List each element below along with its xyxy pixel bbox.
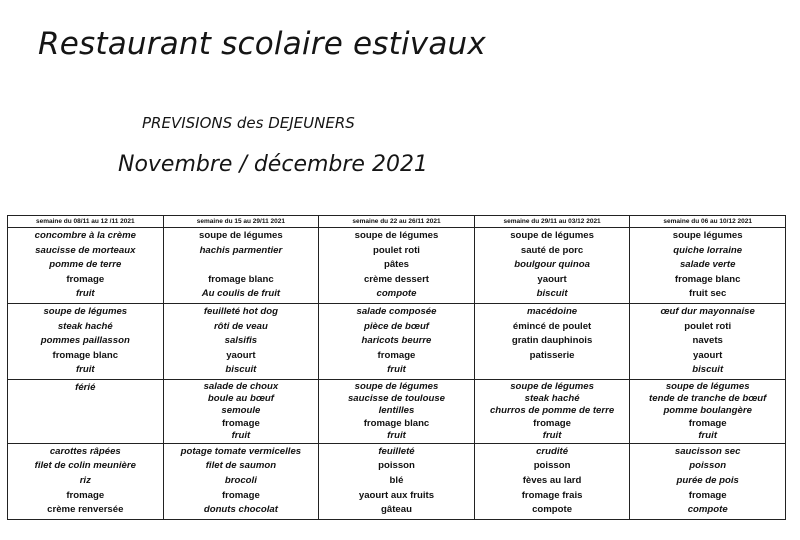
dish-line: macédoine [527, 305, 578, 317]
dish-line: boulgour quinoa [514, 259, 590, 271]
dish-line: poisson [378, 460, 415, 472]
menu-cell [8, 303, 164, 379]
week-header: semaine du 15 au 29/11 2021 [163, 216, 319, 228]
period-heading: Novembre / décembre 2021 [118, 152, 428, 177]
menu-cell [8, 443, 164, 519]
dish-line: concombre à la crème [34, 230, 136, 241]
dish-line: fromage [221, 417, 260, 429]
dish-line: haricots beurre [361, 335, 432, 347]
menu-cell [630, 228, 786, 304]
menu-cell [319, 443, 475, 519]
menu-row [8, 303, 786, 379]
dish-line: fromage [221, 489, 260, 501]
dish-line: yaourt aux fruits [358, 489, 435, 501]
menu-cell [630, 303, 786, 379]
menu-cell [630, 443, 786, 519]
dish-line: brocoli [224, 475, 257, 487]
dish-line: fromage [533, 417, 571, 429]
dish-line: fromage blanc [674, 273, 741, 285]
dish-line: yaourt [226, 349, 256, 361]
dish-line: poulet roti [684, 320, 732, 332]
dish-line: émincé de poulet [512, 320, 592, 332]
week-header: semaine du 08/11 au 12 /11 2021 [8, 216, 164, 228]
dish-line: fèves au lard [522, 475, 582, 487]
dish-line: crème renversée [47, 504, 124, 516]
dish-line: potage tomate vermicelles [180, 445, 302, 457]
dish-line: fruit [698, 429, 718, 441]
dish-line: yaourt [693, 349, 723, 361]
dish-line: biscuit [536, 288, 568, 300]
menu-cell [474, 228, 630, 304]
menu-cell [474, 379, 630, 443]
dish-line: crudité [536, 445, 569, 457]
dish-line: fruit [231, 429, 251, 441]
dish-line: fromage blanc [208, 273, 274, 285]
dish-line: pomme boulangère [663, 405, 752, 417]
dish-line: lentilles [378, 405, 415, 417]
dish-line: soupe de légumes [510, 380, 594, 392]
dish-line: pomme de terre [49, 259, 122, 271]
dish-line: fromage [688, 417, 727, 429]
menu-cell [163, 228, 319, 304]
page-subtitle: PREVISIONS des DEJEUNERS [142, 114, 355, 132]
dish-line: fromage [66, 489, 105, 501]
dish-line: feuilleté [378, 445, 415, 457]
dish-line: feuilleté hot dog [203, 305, 278, 317]
dish-line: fruit [387, 429, 406, 441]
dish-line: salade verte [679, 259, 736, 271]
menu-row [8, 379, 786, 443]
menu-cell [319, 303, 475, 379]
dish-line: poisson [689, 460, 727, 472]
menu-cell [630, 379, 786, 443]
dish-line: yaourt [537, 273, 567, 285]
dish-line: tende de tranche de bœuf [649, 393, 767, 405]
dish-line: semoule [221, 405, 261, 417]
dish-line: filet de saumon [205, 460, 277, 472]
dish-line: purée de pois [676, 475, 739, 487]
dish-line: fromage [688, 489, 727, 501]
dish-line: poisson [533, 460, 571, 472]
menu-cell [319, 379, 475, 443]
menu-row [8, 228, 786, 304]
dish-line: fruit [75, 288, 95, 300]
dish-line: rôti de veau [213, 320, 268, 332]
menu-cell [474, 443, 630, 519]
dish-line: compote [532, 504, 573, 516]
dish-line: riz [79, 475, 91, 487]
dish-line: biscuit [692, 364, 724, 376]
menu-cell [319, 228, 475, 304]
dish-line: gâteau [381, 504, 412, 516]
dish-line: salsifis [224, 335, 258, 347]
dish-line: steak haché [524, 393, 580, 405]
dish-line [166, 258, 317, 273]
dish-line: fruit [387, 364, 406, 376]
dish-line: fromage [66, 273, 105, 285]
dish-line: soupe de légumes [354, 230, 439, 241]
dish-line: navets [692, 335, 723, 347]
dish-line: compote [376, 288, 417, 300]
dish-line: fromage frais [521, 489, 583, 501]
dish-line: hachis parmentier [199, 244, 283, 256]
dish-line: fruit [75, 364, 95, 376]
week-header: semaine du 29/11 au 03/12 2021 [474, 216, 630, 228]
dish-line: fruit sec [689, 288, 727, 300]
dish-line: pièce de bœuf [363, 320, 429, 332]
week-header: semaine du 06 au 10/12 2021 [630, 216, 786, 228]
dish-line: œuf dur mayonnaise [660, 305, 755, 317]
dish-line: salade de choux [203, 380, 279, 392]
dish-line: sauté de porc [520, 244, 584, 256]
dish-line: biscuit [225, 364, 257, 376]
menu-row [8, 443, 786, 519]
week-header: semaine du 22 au 26/11 2021 [319, 216, 475, 228]
dish-line: poulet roti [373, 244, 420, 256]
dish-line: soupe de légumes [199, 230, 283, 241]
dish-line: steak haché [57, 320, 113, 332]
week-header-row [8, 216, 786, 228]
menu-cell [474, 303, 630, 379]
dish-line: churros de pomme de terre [489, 405, 615, 417]
dish-line: salade composée [356, 305, 437, 317]
dish-line: fromage [377, 349, 416, 361]
dish-line: soupe légumes [672, 230, 743, 241]
menu-cell [163, 303, 319, 379]
dish-line: pâtes [383, 259, 410, 271]
menu-cell [8, 228, 164, 304]
dish-line [477, 363, 628, 378]
page-title: Restaurant scolaire estivaux [38, 26, 486, 62]
dish-line: soupe de légumes [354, 380, 439, 392]
menu-cell [163, 379, 319, 443]
menu-cell [8, 379, 164, 443]
dish-line: filet de colin meunière [34, 460, 136, 472]
dish-line: saucisse de morteaux [35, 244, 136, 256]
dish-line: fruit [542, 429, 562, 441]
dish-line: fromage blanc [363, 417, 430, 429]
dish-line: pommes paillasson [40, 335, 130, 347]
dish-line: fromage blanc [52, 349, 119, 361]
dish-line: Au coulis de fruit [201, 288, 281, 300]
dish-line: blé [389, 475, 404, 487]
dish-line: crème dessert [363, 273, 430, 285]
dish-line: boule au bœuf [207, 393, 274, 405]
holiday-label: férié [75, 381, 96, 393]
dish-line: gratin dauphinois [511, 335, 593, 347]
dish-line: soupe de légumes [510, 230, 594, 241]
dish-line: soupe de légumes [43, 305, 128, 317]
dish-line: compote [687, 504, 728, 516]
dish-line: saucisse de toulouse [347, 393, 445, 405]
dish-line: patisserie [529, 349, 575, 361]
dish-line: donuts chocolat [203, 504, 278, 516]
dish-line: saucisson sec [674, 445, 741, 457]
menu-table [7, 215, 786, 520]
menu-cell [163, 443, 319, 519]
dish-line: quiche lorraine [673, 244, 743, 256]
dish-line: soupe de légumes [665, 380, 750, 392]
dish-line: carottes râpées [49, 445, 121, 457]
